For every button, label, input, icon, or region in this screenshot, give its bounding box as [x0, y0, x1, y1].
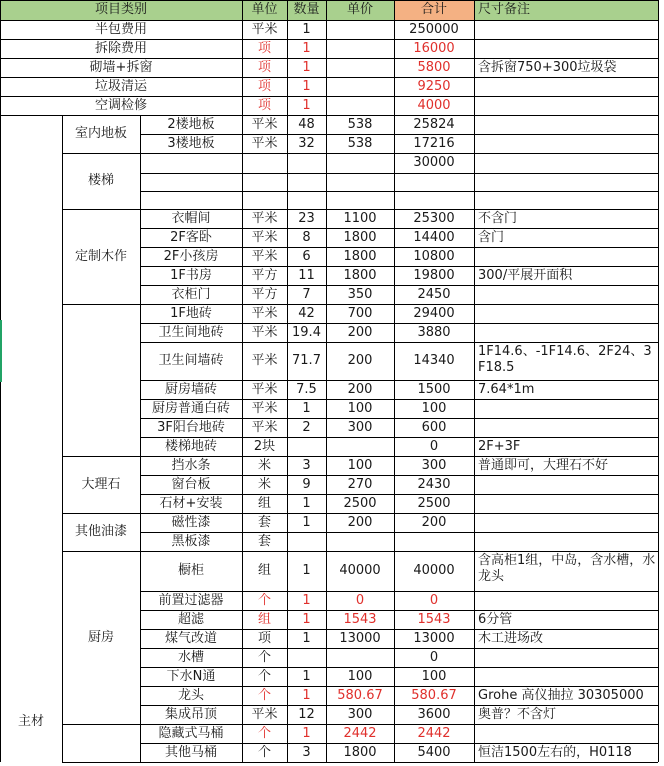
tiles-item-total[interactable]: 29400	[413, 305, 455, 321]
paint-item-price[interactable]: 200	[347, 514, 373, 530]
kitchen-item-total[interactable]: 1543	[417, 611, 451, 627]
kitchen-item-name[interactable]: 前置过滤器	[158, 592, 224, 608]
misc-item-name[interactable]: 空调检修	[94, 97, 147, 113]
grid-hline	[0, 20, 658, 21]
floor-item-name[interactable]: 3楼地板	[167, 135, 215, 151]
stairs-item-price[interactable]	[326, 191, 394, 209]
kitchen-item-price[interactable]: 40000	[339, 563, 381, 578]
woodwork-item-note[interactable]	[474, 247, 658, 266]
woodwork-item-price[interactable]: 350	[347, 286, 373, 302]
misc-item-unit[interactable]: 项	[257, 97, 271, 113]
grid-vline	[658, 0, 659, 762]
paint-item-name[interactable]: 磁性漆	[171, 514, 211, 530]
kitchen-item-price[interactable]: 580.67	[337, 687, 383, 703]
woodwork-item-name[interactable]: 2F客卧	[170, 229, 212, 245]
header-total[interactable]: 合计	[394, 0, 474, 20]
grid-hline	[140, 532, 658, 533]
marble-item-total[interactable]: 2430	[417, 476, 451, 492]
stairs-item-price[interactable]	[326, 173, 394, 191]
misc-item-note[interactable]: 含拆窗750+300垃圾袋	[478, 59, 617, 75]
woodwork-item-note[interactable]	[474, 285, 658, 304]
marble-item-name[interactable]: 石材+安装	[159, 495, 223, 511]
misc-item-unit[interactable]: 项	[257, 40, 271, 56]
grid-hline	[140, 323, 658, 324]
woodwork-item-note[interactable]: 含门	[478, 229, 505, 245]
grid-hline	[62, 551, 658, 552]
marble-item-note[interactable]: 普通即可，大理石不好	[478, 457, 609, 473]
kitchen-item-qty[interactable]: 1	[302, 630, 311, 646]
kitchen-item-note[interactable]: 含高柜1组，中岛，含水槽，水龙头	[478, 553, 656, 584]
misc-item-qty[interactable]: 1	[302, 97, 311, 113]
woodwork-item-note[interactable]: 300/平展开面积	[478, 267, 573, 283]
kitchen-item-name[interactable]: 下水N通	[166, 668, 216, 684]
tiles-item-unit[interactable]: 平米	[251, 419, 278, 435]
kitchen-item-note[interactable]	[474, 591, 658, 610]
tiles-item-price[interactable]: 200	[347, 353, 373, 368]
row-selection-mark	[0, 320, 2, 382]
kitchen-item-note[interactable]: 木工进场改	[478, 630, 544, 646]
marble-item-unit[interactable]: 组	[257, 495, 271, 511]
kitchen-item-qty[interactable]	[287, 648, 326, 667]
paint-item-qty[interactable]: 1	[302, 514, 311, 530]
grid-hline	[140, 399, 658, 400]
woodwork-item-qty[interactable]: 11	[298, 267, 315, 283]
tiles-item-note[interactable]: 2F+3F	[478, 438, 521, 454]
group-label-tiles[interactable]	[62, 304, 140, 456]
marble-item-total[interactable]: 300	[421, 457, 447, 473]
paint-item-price[interactable]	[326, 532, 394, 551]
misc-item-unit[interactable]: 项	[257, 78, 271, 94]
group-label-marble[interactable]: 大理石	[81, 476, 121, 492]
misc-item-total[interactable]: 250000	[409, 21, 459, 37]
grid-hline	[62, 513, 658, 514]
woodwork-item-price[interactable]: 1100	[343, 210, 377, 226]
stairs-item-qty[interactable]	[287, 153, 326, 173]
misc-item-qty[interactable]: 1	[302, 78, 311, 94]
grid-hline	[140, 173, 658, 174]
kitchen-item-total[interactable]: 13000	[413, 630, 455, 646]
kitchen-item-total[interactable]: 3600	[417, 706, 451, 722]
tiles-item-price[interactable]: 300	[347, 419, 373, 435]
woodwork-item-qty[interactable]: 8	[302, 229, 311, 245]
grid-vline	[394, 0, 395, 762]
kitchen-item-qty[interactable]: 1	[302, 563, 311, 578]
tiles-item-name[interactable]: 3F阳台地砖	[157, 419, 225, 435]
paint-item-note[interactable]	[474, 532, 658, 551]
kitchen-item-name[interactable]: 橱柜	[177, 563, 204, 578]
tiles-item-total[interactable]: 14340	[413, 353, 455, 368]
woodwork-item-unit[interactable]: 平方	[251, 267, 278, 283]
misc-item-name[interactable]: 拆除费用	[94, 40, 147, 56]
floor-item-name[interactable]: 2楼地板	[167, 116, 215, 132]
kitchen-item-note[interactable]: 6分管	[478, 611, 513, 627]
woodwork-item-unit[interactable]: 平米	[251, 248, 278, 264]
floor-item-price[interactable]: 538	[347, 116, 373, 132]
grid-hline	[62, 724, 658, 725]
stairs-item-name[interactable]	[140, 153, 242, 173]
kitchen-item-price[interactable]	[326, 648, 394, 667]
tiles-item-name[interactable]: 卫生间地砖	[158, 324, 224, 340]
misc-item-qty[interactable]: 1	[302, 21, 311, 37]
group-label-toilet[interactable]	[62, 724, 140, 762]
grid-hline	[140, 134, 658, 135]
stairs-item-unit[interactable]	[242, 173, 287, 191]
group-label-floor[interactable]: 室内地板	[74, 126, 127, 141]
tiles-item-name[interactable]: 厨房普通白砖	[151, 400, 230, 416]
tiles-item-price[interactable]: 700	[347, 305, 373, 321]
tiles-item-price[interactable]: 200	[347, 381, 373, 397]
stairs-item-note[interactable]	[474, 173, 658, 191]
floor-item-qty[interactable]: 32	[298, 135, 315, 151]
floor-item-total[interactable]: 17216	[413, 135, 455, 151]
tiles-item-name[interactable]: 厨房墙砖	[164, 381, 217, 397]
tiles-item-note[interactable]	[474, 418, 658, 437]
grid-hline	[140, 247, 658, 248]
marble-item-total[interactable]: 2500	[417, 495, 451, 511]
toilet-item-qty[interactable]: 1	[302, 725, 311, 741]
grid-hline	[0, 96, 658, 97]
tiles-item-note[interactable]: 7.64*1m	[478, 381, 535, 397]
group-label-woodwork[interactable]: 定制木作	[74, 248, 127, 264]
stairs-item-name[interactable]	[140, 173, 242, 191]
paint-item-total[interactable]	[394, 532, 474, 551]
toilet-item-price[interactable]: 2442	[343, 725, 377, 741]
woodwork-item-name[interactable]: 衣柜门	[171, 286, 211, 302]
woodwork-item-note[interactable]: 不含门	[478, 210, 518, 226]
tiles-item-total[interactable]: 100	[421, 400, 447, 416]
kitchen-item-note[interactable]	[474, 667, 658, 686]
stairs-item-total[interactable]: 30000	[413, 155, 455, 170]
kitchen-item-unit[interactable]: 个	[257, 668, 271, 684]
kitchen-item-total[interactable]: 0	[429, 649, 439, 665]
woodwork-item-qty[interactable]: 7	[302, 286, 311, 302]
tiles-item-name[interactable]: 卫生间墙砖	[158, 353, 224, 368]
grid-hline	[140, 610, 658, 611]
floor-item-note[interactable]	[474, 134, 658, 153]
misc-item-name[interactable]: 半包费用	[94, 21, 147, 37]
misc-item-price[interactable]	[326, 39, 394, 58]
kitchen-item-unit[interactable]: 个	[257, 649, 271, 665]
kitchen-item-name[interactable]: 集成吊顶	[164, 706, 217, 722]
grid-hline	[140, 475, 658, 476]
grid-vline	[62, 115, 63, 762]
misc-item-name[interactable]: 垃圾清运	[94, 78, 147, 94]
tiles-item-note[interactable]	[474, 399, 658, 418]
tiles-item-qty[interactable]	[287, 437, 326, 456]
grid-hline	[140, 380, 658, 381]
toilet-item-note[interactable]: 恒洁1500左右的，H0118	[478, 744, 632, 760]
tiles-item-price[interactable]: 200	[347, 324, 373, 340]
grid-hline	[0, 77, 658, 78]
kitchen-item-total[interactable]: 40000	[413, 563, 455, 578]
woodwork-item-unit[interactable]: 平米	[251, 210, 278, 226]
marble-item-price[interactable]: 100	[347, 457, 373, 473]
stairs-item-unit[interactable]	[242, 153, 287, 173]
floor-item-unit[interactable]: 平米	[251, 135, 278, 151]
floor-item-price[interactable]: 538	[347, 135, 373, 151]
misc-item-price[interactable]	[326, 96, 394, 115]
grid-vline	[242, 0, 243, 762]
misc-item-total[interactable]: 5800	[417, 59, 451, 75]
grid-hline	[140, 437, 658, 438]
tiles-item-qty[interactable]: 19.4	[292, 324, 321, 340]
kitchen-item-unit[interactable]: 组	[257, 611, 271, 627]
kitchen-item-qty[interactable]: 1	[302, 592, 311, 608]
paint-item-total[interactable]: 200	[421, 514, 447, 530]
toilet-item-total[interactable]: 5400	[417, 744, 451, 760]
group-label-kitchen[interactable]: 厨房	[87, 629, 114, 645]
grid-hline	[140, 266, 658, 267]
stairs-item-note[interactable]	[474, 191, 658, 209]
kitchen-item-qty[interactable]: 1	[302, 687, 311, 703]
grid-hline	[140, 342, 658, 343]
woodwork-item-unit[interactable]: 平米	[251, 229, 278, 245]
grid-hline	[140, 494, 658, 495]
paint-item-unit[interactable]: 套	[257, 514, 271, 530]
tiles-item-qty[interactable]: 1	[302, 400, 311, 416]
paint-item-qty[interactable]	[287, 532, 326, 551]
kitchen-item-unit[interactable]: 个	[257, 592, 271, 608]
tiles-item-qty[interactable]: 2	[302, 419, 311, 435]
tiles-item-total[interactable]: 600	[421, 419, 447, 435]
misc-item-total[interactable]: 9250	[417, 78, 451, 94]
header-price[interactable]: 单价	[326, 0, 394, 20]
kitchen-item-price[interactable]: 1543	[343, 611, 377, 627]
toilet-item-unit[interactable]: 个	[257, 744, 271, 760]
kitchen-item-note[interactable]	[474, 648, 658, 667]
tiles-item-qty[interactable]: 7.5	[296, 381, 317, 397]
tiles-item-total[interactable]: 0	[429, 438, 439, 454]
grid-hline	[62, 304, 658, 305]
toilet-item-note[interactable]	[474, 724, 658, 743]
header-unit[interactable]: 单位	[242, 0, 287, 20]
kitchen-item-qty[interactable]: 1	[302, 611, 311, 627]
grid-hline	[140, 648, 658, 649]
tiles-item-unit[interactable]: 平米	[251, 353, 278, 368]
stairs-item-name[interactable]	[140, 191, 242, 209]
floor-item-qty[interactable]: 48	[298, 116, 315, 132]
grid-hline	[0, 58, 658, 59]
kitchen-item-unit[interactable]: 组	[257, 563, 271, 578]
kitchen-item-price[interactable]: 100	[347, 668, 373, 684]
toilet-item-unit[interactable]: 个	[257, 725, 271, 741]
misc-item-qty[interactable]: 1	[302, 40, 311, 56]
tiles-item-unit[interactable]: 2块	[253, 438, 276, 454]
main-material-label[interactable]: 主材	[17, 714, 44, 729]
kitchen-item-name[interactable]: 水槽	[177, 649, 204, 665]
toilet-item-total[interactable]: 2442	[417, 725, 451, 741]
grid-hline	[62, 209, 658, 210]
stairs-item-unit[interactable]	[242, 191, 287, 209]
kitchen-item-name[interactable]: 煤气改道	[164, 630, 217, 646]
tiles-item-total[interactable]: 3880	[417, 324, 451, 340]
misc-item-price[interactable]	[326, 58, 394, 77]
grid-hline	[0, 0, 658, 1]
woodwork-item-qty[interactable]: 23	[298, 210, 315, 226]
misc-item-unit[interactable]: 项	[257, 59, 271, 75]
kitchen-item-note[interactable]: Grohe 高仪抽拉 30305000	[478, 687, 644, 703]
kitchen-item-name[interactable]: 龙头	[177, 687, 204, 703]
floor-item-note[interactable]	[474, 115, 658, 134]
stairs-item-qty[interactable]	[287, 173, 326, 191]
header-qty[interactable]: 数量	[287, 0, 326, 20]
grid-hline	[62, 456, 658, 457]
marble-item-price[interactable]: 2500	[343, 495, 377, 511]
kitchen-item-total[interactable]: 0	[429, 592, 439, 608]
kitchen-item-total[interactable]: 580.67	[411, 687, 457, 703]
toilet-item-price[interactable]: 1800	[343, 744, 377, 760]
woodwork-item-price[interactable]: 1800	[343, 248, 377, 264]
group-label-stairs[interactable]: 楼梯	[87, 173, 114, 188]
tiles-item-price[interactable]	[326, 437, 394, 456]
misc-item-note[interactable]	[474, 20, 658, 39]
grid-vline	[140, 115, 141, 762]
grid-hline	[140, 591, 658, 592]
woodwork-item-unit[interactable]: 平方	[251, 286, 278, 302]
grid-hline	[140, 629, 658, 630]
tiles-item-name[interactable]: 1F地砖	[170, 305, 212, 321]
tiles-item-unit[interactable]: 平米	[251, 381, 278, 397]
woodwork-item-name[interactable]: 1F书房	[170, 267, 212, 283]
marble-item-unit[interactable]: 米	[257, 457, 271, 473]
marble-item-price[interactable]: 270	[347, 476, 373, 492]
marble-item-unit[interactable]: 米	[257, 476, 271, 492]
marble-item-qty[interactable]: 1	[302, 495, 311, 511]
kitchen-item-unit[interactable]: 个	[257, 687, 271, 703]
misc-item-total[interactable]: 4000	[417, 97, 451, 113]
tiles-item-qty[interactable]: 42	[298, 305, 315, 321]
grid-vline	[287, 0, 288, 762]
woodwork-item-price[interactable]: 1800	[343, 267, 377, 283]
tiles-item-total[interactable]: 1500	[417, 381, 451, 397]
misc-item-note[interactable]	[474, 39, 658, 58]
kitchen-item-unit[interactable]: 平米	[251, 706, 278, 722]
tiles-item-unit[interactable]: 平米	[251, 305, 278, 321]
tiles-item-note[interactable]	[474, 304, 658, 323]
group-label-paint[interactable]: 其他油漆	[74, 524, 127, 539]
misc-item-price[interactable]	[326, 20, 394, 39]
misc-item-unit[interactable]: 平米	[251, 21, 278, 37]
woodwork-item-total[interactable]: 25300	[413, 210, 455, 226]
marble-item-qty[interactable]: 9	[302, 476, 311, 492]
tiles-item-note[interactable]	[474, 323, 658, 342]
stairs-item-qty[interactable]	[287, 191, 326, 209]
woodwork-item-name[interactable]: 衣帽间	[171, 210, 211, 226]
header-note[interactable]: 尺寸备注	[474, 0, 658, 20]
grid-hline	[140, 743, 658, 744]
woodwork-item-total[interactable]: 2450	[417, 286, 451, 302]
toilet-item-name[interactable]: 隐藏式马桶	[158, 725, 224, 741]
misc-item-total[interactable]: 16000	[413, 40, 455, 56]
kitchen-item-price[interactable]: 13000	[339, 630, 381, 646]
kitchen-item-unit[interactable]: 项	[257, 630, 271, 646]
toilet-item-name[interactable]: 其他马桶	[164, 744, 217, 760]
woodwork-item-qty[interactable]: 6	[302, 248, 311, 264]
stairs-item-total[interactable]	[394, 173, 474, 191]
woodwork-item-name[interactable]: 2F小孩房	[163, 248, 219, 264]
misc-item-qty[interactable]: 1	[302, 59, 311, 75]
marble-item-qty[interactable]: 3	[302, 457, 311, 473]
toilet-item-qty[interactable]: 3	[302, 744, 311, 760]
woodwork-item-total[interactable]: 14400	[413, 229, 455, 245]
kitchen-item-qty[interactable]: 1	[302, 668, 311, 684]
kitchen-item-total[interactable]: 100	[421, 668, 447, 684]
woodwork-item-total[interactable]: 10800	[413, 248, 455, 264]
misc-item-note[interactable]	[474, 96, 658, 115]
grid-hline	[140, 667, 658, 668]
grid-hline	[140, 228, 658, 229]
grid-hline	[140, 686, 658, 687]
grid-hline	[140, 418, 658, 419]
marble-item-note[interactable]	[474, 494, 658, 513]
tiles-item-note[interactable]: 1F14.6、-1F14.6、2F24、3F18.5	[478, 344, 652, 375]
stairs-item-price[interactable]	[326, 153, 394, 173]
kitchen-item-qty[interactable]: 12	[298, 706, 315, 722]
tiles-item-price[interactable]: 100	[347, 400, 373, 416]
grid-hline	[140, 285, 658, 286]
grid-hline	[62, 153, 658, 154]
grid-hline	[0, 39, 658, 40]
tiles-item-unit[interactable]: 平米	[251, 324, 278, 340]
misc-item-note[interactable]	[474, 77, 658, 96]
stairs-item-total[interactable]	[394, 191, 474, 209]
marble-item-name[interactable]: 窗台板	[171, 476, 211, 492]
woodwork-item-total[interactable]: 19800	[413, 267, 455, 283]
header-category[interactable]: 项目类别	[0, 0, 242, 20]
tiles-item-name[interactable]: 楼梯地砖	[164, 438, 217, 454]
marble-item-name[interactable]: 挡水条	[171, 457, 211, 473]
grid-vline	[474, 0, 475, 762]
grid-hline	[140, 191, 658, 192]
kitchen-item-name[interactable]: 超滤	[177, 611, 204, 627]
kitchen-item-note[interactable]: 奥普？不含灯	[478, 706, 557, 722]
floor-item-unit[interactable]: 平米	[251, 116, 278, 132]
misc-item-name[interactable]: 砌墙+拆窗	[89, 59, 153, 75]
kitchen-item-price[interactable]: 300	[347, 706, 373, 722]
grid-hline	[62, 762, 658, 763]
tiles-item-qty[interactable]: 71.7	[292, 353, 321, 368]
paint-item-note[interactable]	[474, 513, 658, 532]
tiles-item-unit[interactable]: 平米	[251, 400, 278, 416]
grid-vline	[326, 0, 327, 762]
grid-hline	[140, 705, 658, 706]
stairs-item-note[interactable]	[474, 153, 658, 173]
marble-item-note[interactable]	[474, 475, 658, 494]
kitchen-item-price[interactable]: 0	[355, 592, 365, 608]
paint-item-name[interactable]: 黑板漆	[171, 533, 211, 549]
paint-item-unit[interactable]: 套	[257, 533, 271, 549]
woodwork-item-price[interactable]: 1800	[343, 229, 377, 245]
misc-item-price[interactable]	[326, 77, 394, 96]
grid-hline	[0, 115, 658, 116]
floor-item-total[interactable]: 25824	[413, 116, 455, 132]
